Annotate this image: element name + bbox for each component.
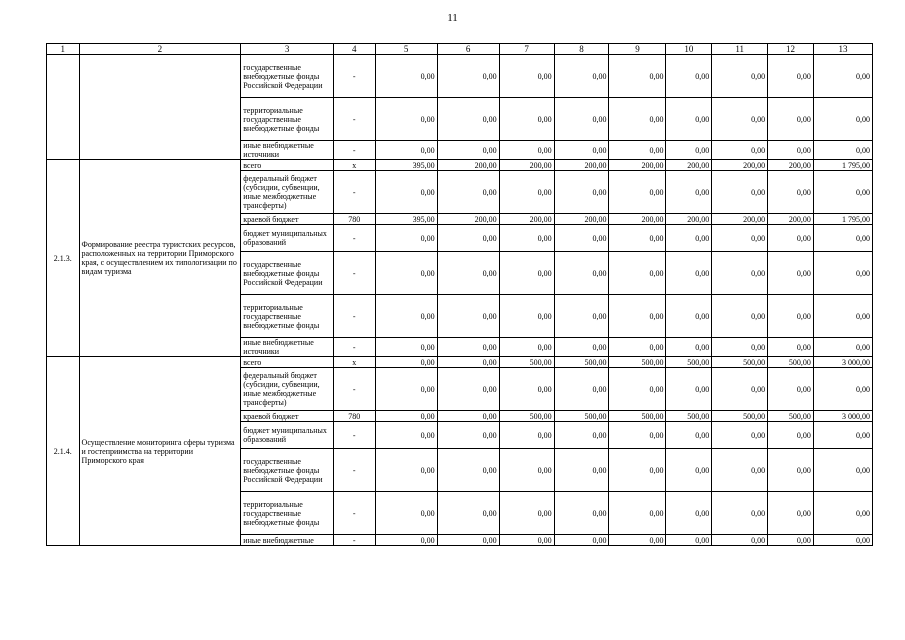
amount-cell: 200,00 bbox=[712, 214, 768, 225]
amount-cell: 0,00 bbox=[768, 535, 814, 546]
amount-cell: 0,00 bbox=[813, 171, 872, 214]
amount-cell: 200,00 bbox=[609, 160, 666, 171]
amount-cell: 0,00 bbox=[437, 338, 499, 357]
amount-cell: 0,00 bbox=[813, 295, 872, 338]
amount-cell: 0,00 bbox=[437, 225, 499, 252]
amount-cell: 0,00 bbox=[813, 338, 872, 357]
amount-cell: 0,00 bbox=[712, 252, 768, 295]
budget-code: - bbox=[333, 449, 375, 492]
amount-cell: 0,00 bbox=[666, 295, 712, 338]
amount-cell: 0,00 bbox=[437, 98, 499, 141]
amount-cell: 0,00 bbox=[712, 225, 768, 252]
amount-cell: 0,00 bbox=[768, 492, 814, 535]
amount-cell: 0,00 bbox=[437, 357, 499, 368]
amount-cell: 0,00 bbox=[499, 225, 554, 252]
amount-cell: 0,00 bbox=[554, 368, 609, 411]
amount-cell: 0,00 bbox=[712, 98, 768, 141]
amount-cell: 0,00 bbox=[375, 449, 437, 492]
amount-cell: 200,00 bbox=[499, 214, 554, 225]
funding-source: государственные внебюджетные фонды Российской Федерации bbox=[241, 55, 334, 98]
amount-cell: 0,00 bbox=[499, 55, 554, 98]
amount-cell: 0,00 bbox=[375, 141, 437, 160]
amount-cell: 1 795,00 bbox=[813, 214, 872, 225]
header-cell: 3 bbox=[241, 44, 334, 55]
amount-cell: 500,00 bbox=[609, 411, 666, 422]
budget-code: х bbox=[333, 357, 375, 368]
amount-cell: 0,00 bbox=[375, 338, 437, 357]
header-cell: 13 bbox=[813, 44, 872, 55]
amount-cell: 200,00 bbox=[554, 214, 609, 225]
page-number: 11 bbox=[447, 12, 458, 24]
amount-cell: 0,00 bbox=[813, 492, 872, 535]
item-name bbox=[79, 55, 241, 160]
funding-source: государственные внебюджетные фонды Российской Федерации bbox=[241, 449, 334, 492]
header-cell: 1 bbox=[47, 44, 80, 55]
amount-cell: 200,00 bbox=[666, 160, 712, 171]
item-number bbox=[47, 55, 80, 160]
amount-cell: 0,00 bbox=[375, 171, 437, 214]
amount-cell: 0,00 bbox=[712, 368, 768, 411]
amount-cell: 500,00 bbox=[666, 411, 712, 422]
amount-cell: 0,00 bbox=[437, 295, 499, 338]
amount-cell: 0,00 bbox=[499, 422, 554, 449]
amount-cell: 0,00 bbox=[768, 141, 814, 160]
amount-cell: 0,00 bbox=[554, 55, 609, 98]
amount-cell: 0,00 bbox=[712, 338, 768, 357]
funding-source: государственные внебюджетные фонды Российской Федерации bbox=[241, 252, 334, 295]
amount-cell: 500,00 bbox=[712, 411, 768, 422]
amount-cell: 0,00 bbox=[375, 98, 437, 141]
amount-cell: 0,00 bbox=[375, 225, 437, 252]
amount-cell: 0,00 bbox=[375, 295, 437, 338]
amount-cell: 0,00 bbox=[499, 295, 554, 338]
amount-cell: 0,00 bbox=[554, 338, 609, 357]
amount-cell: 0,00 bbox=[609, 338, 666, 357]
funding-source: территориальные государственные внебюджетные фонды bbox=[241, 492, 334, 535]
amount-cell: 0,00 bbox=[712, 535, 768, 546]
amount-cell: 0,00 bbox=[375, 535, 437, 546]
amount-cell: 0,00 bbox=[609, 535, 666, 546]
amount-cell: 500,00 bbox=[768, 411, 814, 422]
amount-cell: 500,00 bbox=[499, 411, 554, 422]
amount-cell: 0,00 bbox=[554, 422, 609, 449]
amount-cell: 0,00 bbox=[666, 422, 712, 449]
budget-code: - bbox=[333, 492, 375, 535]
amount-cell: 0,00 bbox=[768, 225, 814, 252]
amount-cell: 200,00 bbox=[609, 214, 666, 225]
amount-cell: 0,00 bbox=[768, 55, 814, 98]
amount-cell: 200,00 bbox=[768, 214, 814, 225]
amount-cell: 200,00 bbox=[554, 160, 609, 171]
amount-cell: 0,00 bbox=[437, 449, 499, 492]
amount-cell: 3 000,00 bbox=[813, 411, 872, 422]
amount-cell: 200,00 bbox=[499, 160, 554, 171]
funding-source: иные внебюджетные источники bbox=[241, 338, 334, 357]
amount-cell: 500,00 bbox=[554, 411, 609, 422]
amount-cell: 0,00 bbox=[437, 55, 499, 98]
item-name: Формирование реестра туристских ресурсов, расположенных на территории Приморского края, с осуществлением их типологизации по видам туризма bbox=[79, 160, 241, 357]
funding-source: бюджет муниципальных образований bbox=[241, 225, 334, 252]
header-cell: 7 bbox=[499, 44, 554, 55]
header-cell: 12 bbox=[768, 44, 814, 55]
amount-cell: 0,00 bbox=[813, 535, 872, 546]
budget-code: - bbox=[333, 225, 375, 252]
amount-cell: 0,00 bbox=[437, 171, 499, 214]
header-row bbox=[47, 44, 873, 55]
amount-cell: 0,00 bbox=[499, 368, 554, 411]
amount-cell: 395,00 bbox=[375, 160, 437, 171]
funding-source: всего bbox=[241, 357, 334, 368]
amount-cell: 0,00 bbox=[666, 171, 712, 214]
amount-cell: 0,00 bbox=[768, 422, 814, 449]
amount-cell: 0,00 bbox=[666, 225, 712, 252]
amount-cell: 0,00 bbox=[813, 55, 872, 98]
amount-cell: 0,00 bbox=[375, 422, 437, 449]
funding-source: бюджет муниципальных образований bbox=[241, 422, 334, 449]
amount-cell: 0,00 bbox=[499, 141, 554, 160]
funding-source: федеральный бюджет (субсидии, субвенции, иные межбюджетные трансферты) bbox=[241, 368, 334, 411]
header-cell: 4 bbox=[333, 44, 375, 55]
amount-cell: 0,00 bbox=[499, 98, 554, 141]
header-cell: 6 bbox=[437, 44, 499, 55]
amount-cell: 0,00 bbox=[666, 449, 712, 492]
amount-cell: 0,00 bbox=[375, 252, 437, 295]
amount-cell: 0,00 bbox=[666, 535, 712, 546]
budget-code: - bbox=[333, 295, 375, 338]
amount-cell: 0,00 bbox=[437, 141, 499, 160]
funding-source: всего bbox=[241, 160, 334, 171]
amount-cell: 0,00 bbox=[666, 252, 712, 295]
amount-cell: 0,00 bbox=[375, 55, 437, 98]
amount-cell: 0,00 bbox=[499, 535, 554, 546]
table-row bbox=[47, 357, 873, 368]
amount-cell: 0,00 bbox=[666, 492, 712, 535]
amount-cell: 0,00 bbox=[437, 411, 499, 422]
amount-cell: 0,00 bbox=[554, 535, 609, 546]
amount-cell: 0,00 bbox=[375, 492, 437, 535]
amount-cell: 0,00 bbox=[609, 492, 666, 535]
amount-cell: 0,00 bbox=[813, 141, 872, 160]
amount-cell: 500,00 bbox=[666, 357, 712, 368]
amount-cell: 0,00 bbox=[813, 252, 872, 295]
item-number: 2.1.4. bbox=[47, 357, 80, 546]
header-cell: 2 bbox=[79, 44, 241, 55]
amount-cell: 0,00 bbox=[666, 338, 712, 357]
amount-cell: 0,00 bbox=[609, 252, 666, 295]
amount-cell: 0,00 bbox=[768, 295, 814, 338]
amount-cell: 0,00 bbox=[666, 55, 712, 98]
amount-cell: 0,00 bbox=[554, 449, 609, 492]
amount-cell: 0,00 bbox=[712, 171, 768, 214]
budget-code: - bbox=[333, 368, 375, 411]
amount-cell: 500,00 bbox=[554, 357, 609, 368]
amount-cell: 0,00 bbox=[768, 449, 814, 492]
amount-cell: 0,00 bbox=[813, 98, 872, 141]
amount-cell: 0,00 bbox=[768, 252, 814, 295]
amount-cell: 0,00 bbox=[499, 252, 554, 295]
amount-cell: 0,00 bbox=[554, 98, 609, 141]
amount-cell: 0,00 bbox=[609, 295, 666, 338]
header-cell: 11 bbox=[712, 44, 768, 55]
amount-cell: 200,00 bbox=[712, 160, 768, 171]
header-cell: 9 bbox=[609, 44, 666, 55]
budget-code: - bbox=[333, 171, 375, 214]
amount-cell: 395,00 bbox=[375, 214, 437, 225]
funding-source: федеральный бюджет (субсидии, субвенции, иные межбюджетные трансферты) bbox=[241, 171, 334, 214]
amount-cell: 0,00 bbox=[499, 492, 554, 535]
amount-cell: 0,00 bbox=[499, 171, 554, 214]
amount-cell: 0,00 bbox=[666, 141, 712, 160]
amount-cell: 0,00 bbox=[437, 368, 499, 411]
amount-cell: 0,00 bbox=[554, 295, 609, 338]
amount-cell: 0,00 bbox=[437, 535, 499, 546]
amount-cell: 0,00 bbox=[554, 171, 609, 214]
budget-code: - bbox=[333, 252, 375, 295]
amount-cell: 0,00 bbox=[499, 338, 554, 357]
amount-cell: 0,00 bbox=[437, 492, 499, 535]
budget-code: - bbox=[333, 422, 375, 449]
amount-cell: 0,00 bbox=[554, 492, 609, 535]
budget-code: х bbox=[333, 160, 375, 171]
funding-source: краевой бюджет bbox=[241, 214, 334, 225]
item-name: Осуществление мониторинга сферы туризма и гостеприимства на территории Приморского края bbox=[79, 357, 241, 546]
amount-cell: 0,00 bbox=[712, 449, 768, 492]
amount-cell: 500,00 bbox=[609, 357, 666, 368]
budget-code: 780 bbox=[333, 411, 375, 422]
budget-code: - bbox=[333, 141, 375, 160]
budget-code: - bbox=[333, 55, 375, 98]
amount-cell: 0,00 bbox=[437, 252, 499, 295]
amount-cell: 0,00 bbox=[712, 141, 768, 160]
amount-cell: 0,00 bbox=[768, 368, 814, 411]
funding-source: иные внебюджетные bbox=[241, 535, 334, 546]
amount-cell: 0,00 bbox=[554, 252, 609, 295]
amount-cell: 0,00 bbox=[712, 422, 768, 449]
amount-cell: 0,00 bbox=[375, 368, 437, 411]
amount-cell: 0,00 bbox=[609, 98, 666, 141]
budget-table bbox=[46, 43, 873, 546]
amount-cell: 0,00 bbox=[554, 225, 609, 252]
amount-cell: 0,00 bbox=[813, 225, 872, 252]
amount-cell: 500,00 bbox=[768, 357, 814, 368]
amount-cell: 0,00 bbox=[609, 449, 666, 492]
amount-cell: 0,00 bbox=[609, 422, 666, 449]
amount-cell: 0,00 bbox=[609, 55, 666, 98]
amount-cell: 0,00 bbox=[666, 98, 712, 141]
amount-cell: 0,00 bbox=[609, 368, 666, 411]
header-cell: 8 bbox=[554, 44, 609, 55]
amount-cell: 0,00 bbox=[375, 357, 437, 368]
funding-source: территориальные государственные внебюджетные фонды bbox=[241, 98, 334, 141]
amount-cell: 0,00 bbox=[712, 492, 768, 535]
funding-source: иные внебюджетные источники bbox=[241, 141, 334, 160]
budget-code: - bbox=[333, 338, 375, 357]
amount-cell: 0,00 bbox=[813, 368, 872, 411]
amount-cell: 0,00 bbox=[437, 422, 499, 449]
amount-cell: 200,00 bbox=[437, 160, 499, 171]
amount-cell: 200,00 bbox=[437, 214, 499, 225]
amount-cell: 200,00 bbox=[768, 160, 814, 171]
amount-cell: 0,00 bbox=[768, 171, 814, 214]
amount-cell: 200,00 bbox=[666, 214, 712, 225]
funding-source: территориальные государственные внебюджетные фонды bbox=[241, 295, 334, 338]
amount-cell: 0,00 bbox=[712, 55, 768, 98]
amount-cell: 0,00 bbox=[712, 295, 768, 338]
item-number: 2.1.3. bbox=[47, 160, 80, 357]
budget-code: 780 bbox=[333, 214, 375, 225]
table-row bbox=[47, 160, 873, 171]
amount-cell: 0,00 bbox=[554, 141, 609, 160]
header-cell: 5 bbox=[375, 44, 437, 55]
amount-cell: 0,00 bbox=[609, 141, 666, 160]
amount-cell: 0,00 bbox=[768, 98, 814, 141]
amount-cell: 500,00 bbox=[712, 357, 768, 368]
amount-cell: 3 000,00 bbox=[813, 357, 872, 368]
amount-cell: 0,00 bbox=[813, 422, 872, 449]
amount-cell: 0,00 bbox=[499, 449, 554, 492]
amount-cell: 0,00 bbox=[768, 338, 814, 357]
table-body bbox=[47, 44, 873, 546]
budget-code: - bbox=[333, 535, 375, 546]
budget-code: - bbox=[333, 98, 375, 141]
funding-source: краевой бюджет bbox=[241, 411, 334, 422]
amount-cell: 0,00 bbox=[666, 368, 712, 411]
amount-cell: 0,00 bbox=[813, 449, 872, 492]
amount-cell: 0,00 bbox=[609, 225, 666, 252]
amount-cell: 500,00 bbox=[499, 357, 554, 368]
amount-cell: 1 795,00 bbox=[813, 160, 872, 171]
amount-cell: 0,00 bbox=[375, 411, 437, 422]
amount-cell: 0,00 bbox=[609, 171, 666, 214]
table-row bbox=[47, 55, 873, 98]
header-cell: 10 bbox=[666, 44, 712, 55]
